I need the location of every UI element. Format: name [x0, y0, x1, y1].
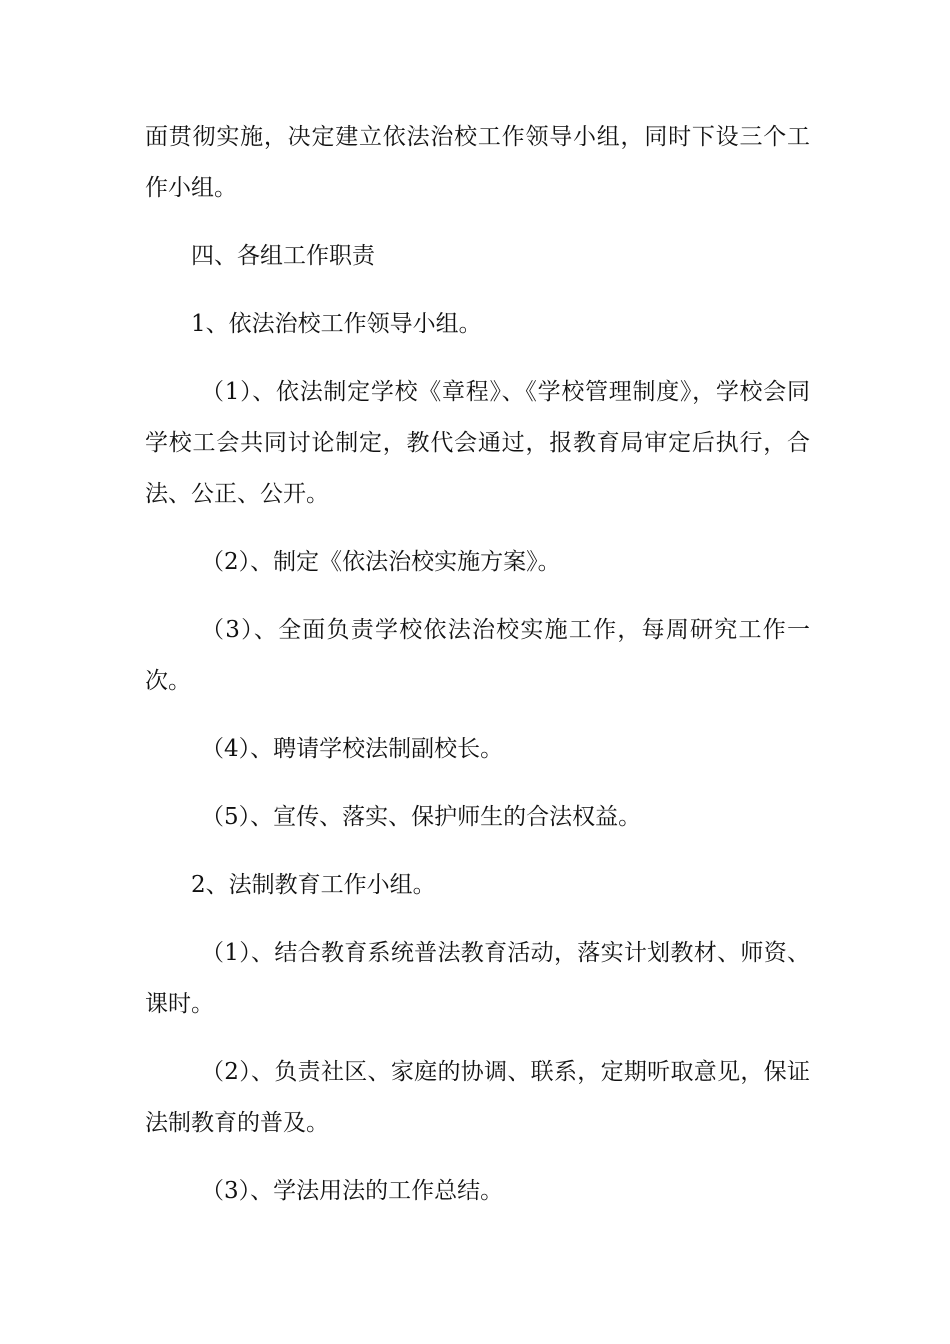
item-education-2: （2）、负责社区、家庭的协调、联系，定期听取意见，保证法制教育的普及。 [145, 1059, 810, 1136]
paragraph-intro-continuation: 面贯彻实施，决定建立依法治校工作领导小组，同时下设三个工作小组。 [145, 124, 810, 201]
item-leadership-4: （4）、聘请学校法制副校长。 [201, 736, 504, 762]
item-education-1: （1）、结合教育系统普法教育活动，落实计划教材、师资、课时。 [145, 940, 810, 1017]
subheading-legal-education-group: 2、法制教育工作小组。 [191, 872, 436, 898]
item-leadership-5: （5）、宣传、落实、保护师生的合法权益。 [201, 804, 642, 830]
item-education-3: （3）、学法用法的工作总结。 [201, 1178, 504, 1204]
item-leadership-1: （1）、依法制定学校《章程》、《学校管理制度》，学校会同学校工会共同讨论制定，教代会通过，报教育局审定后执行，合法、公正、公开。 [145, 379, 810, 507]
item-leadership-2: （2）、制定《依法治校实施方案》。 [201, 549, 561, 575]
section-heading-duties: 四、各组工作职责 [191, 243, 375, 269]
document-body [145, 112, 810, 1217]
item-leadership-3: （3）、全面负责学校依法治校实施工作，每周研究工作一次。 [145, 617, 810, 694]
subheading-leadership-group: 1、依法治校工作领导小组。 [191, 311, 482, 337]
